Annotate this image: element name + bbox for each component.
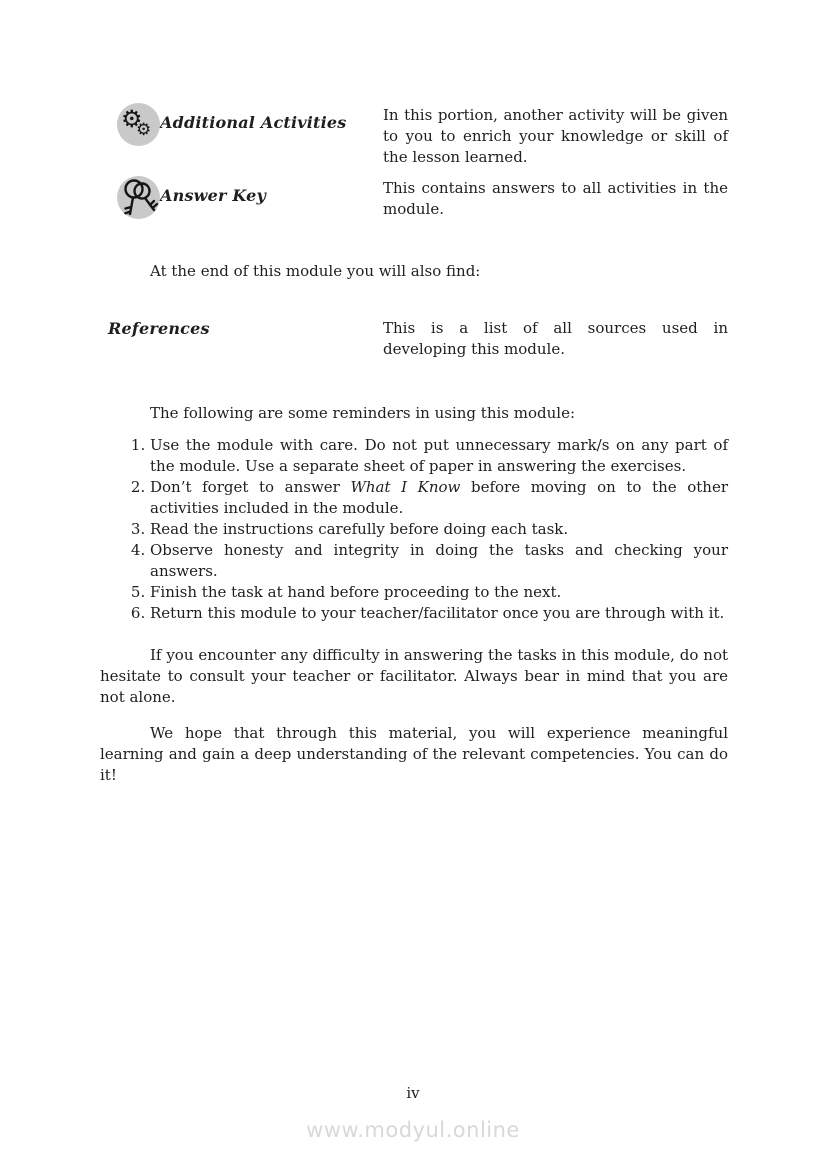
gears-icon (117, 103, 160, 146)
reminder-item-2-pre: Don’t forget to answer (150, 478, 351, 496)
section-heading-additional-activities: Additional Activities (160, 113, 347, 132)
reminder-item-6: 6. Return this module to your teacher/facilitator once you are through with it. (150, 603, 728, 624)
reminder-item-1: 1. Use the module with care. Do not put unnecessary mark/s on any part of the module. Use a separate sheet of paper in answering the exercises. (150, 435, 728, 477)
reminders-list (100, 435, 728, 624)
reminders-intro: The following are some reminders in using this module: (150, 404, 575, 422)
module-parts-list (100, 103, 728, 220)
reminder-item-2 (150, 477, 728, 519)
section-heading-references: References (108, 319, 210, 338)
find-line: At the end of this module you will also find: (150, 262, 481, 280)
gear-small-glyph: ⚙ (136, 120, 152, 140)
icon-cell (100, 103, 160, 146)
reminder-item-2-post: before moving on to the other activities included in the module. (150, 478, 729, 517)
reminder-item-2-emphasis: What I Know (350, 478, 461, 496)
module-part-row-additional-activities (100, 103, 728, 168)
module-part-row-answer-key (100, 176, 728, 220)
page-content (100, 0, 728, 786)
key-icon (117, 176, 160, 219)
section-description-answer-key: This contains answers to all activities in the module. (383, 179, 728, 218)
section-description-references: This is a list of all sources used in developing this module. (383, 319, 728, 358)
gear-large-glyph: ⚙ (121, 105, 143, 133)
references-row (100, 318, 728, 360)
reminder-item-4: 4. Observe honesty and integrity in doing the tasks and checking your answers. (150, 540, 728, 582)
icon-cell (100, 176, 160, 219)
section-heading-answer-key: Answer Key (160, 186, 267, 205)
page-number: iv (406, 1084, 420, 1102)
closing-paragraph-1: If you encounter any difficulty in answering the tasks in this module, do not hesitate to consult your teacher or facilitator. Always bear in mind that you are not alone. (100, 646, 728, 706)
watermark-text: www.modyul.online (306, 1118, 520, 1142)
closing-paragraph-2: We hope that through this material, you will experience meaningful learning and gain a deep understanding of the relevant competencies. You can do it! (100, 724, 728, 784)
reminder-item-5: 5. Finish the task at hand before proceeding to the next. (150, 582, 728, 603)
key-icon-drawing (117, 176, 160, 219)
section-description-additional-activities: In this portion, another activity will be given to you to enrich your knowledge or skill of the lesson learned. (383, 106, 728, 166)
reminder-item-3: 3. Read the instructions carefully before doing each task. (150, 519, 728, 540)
